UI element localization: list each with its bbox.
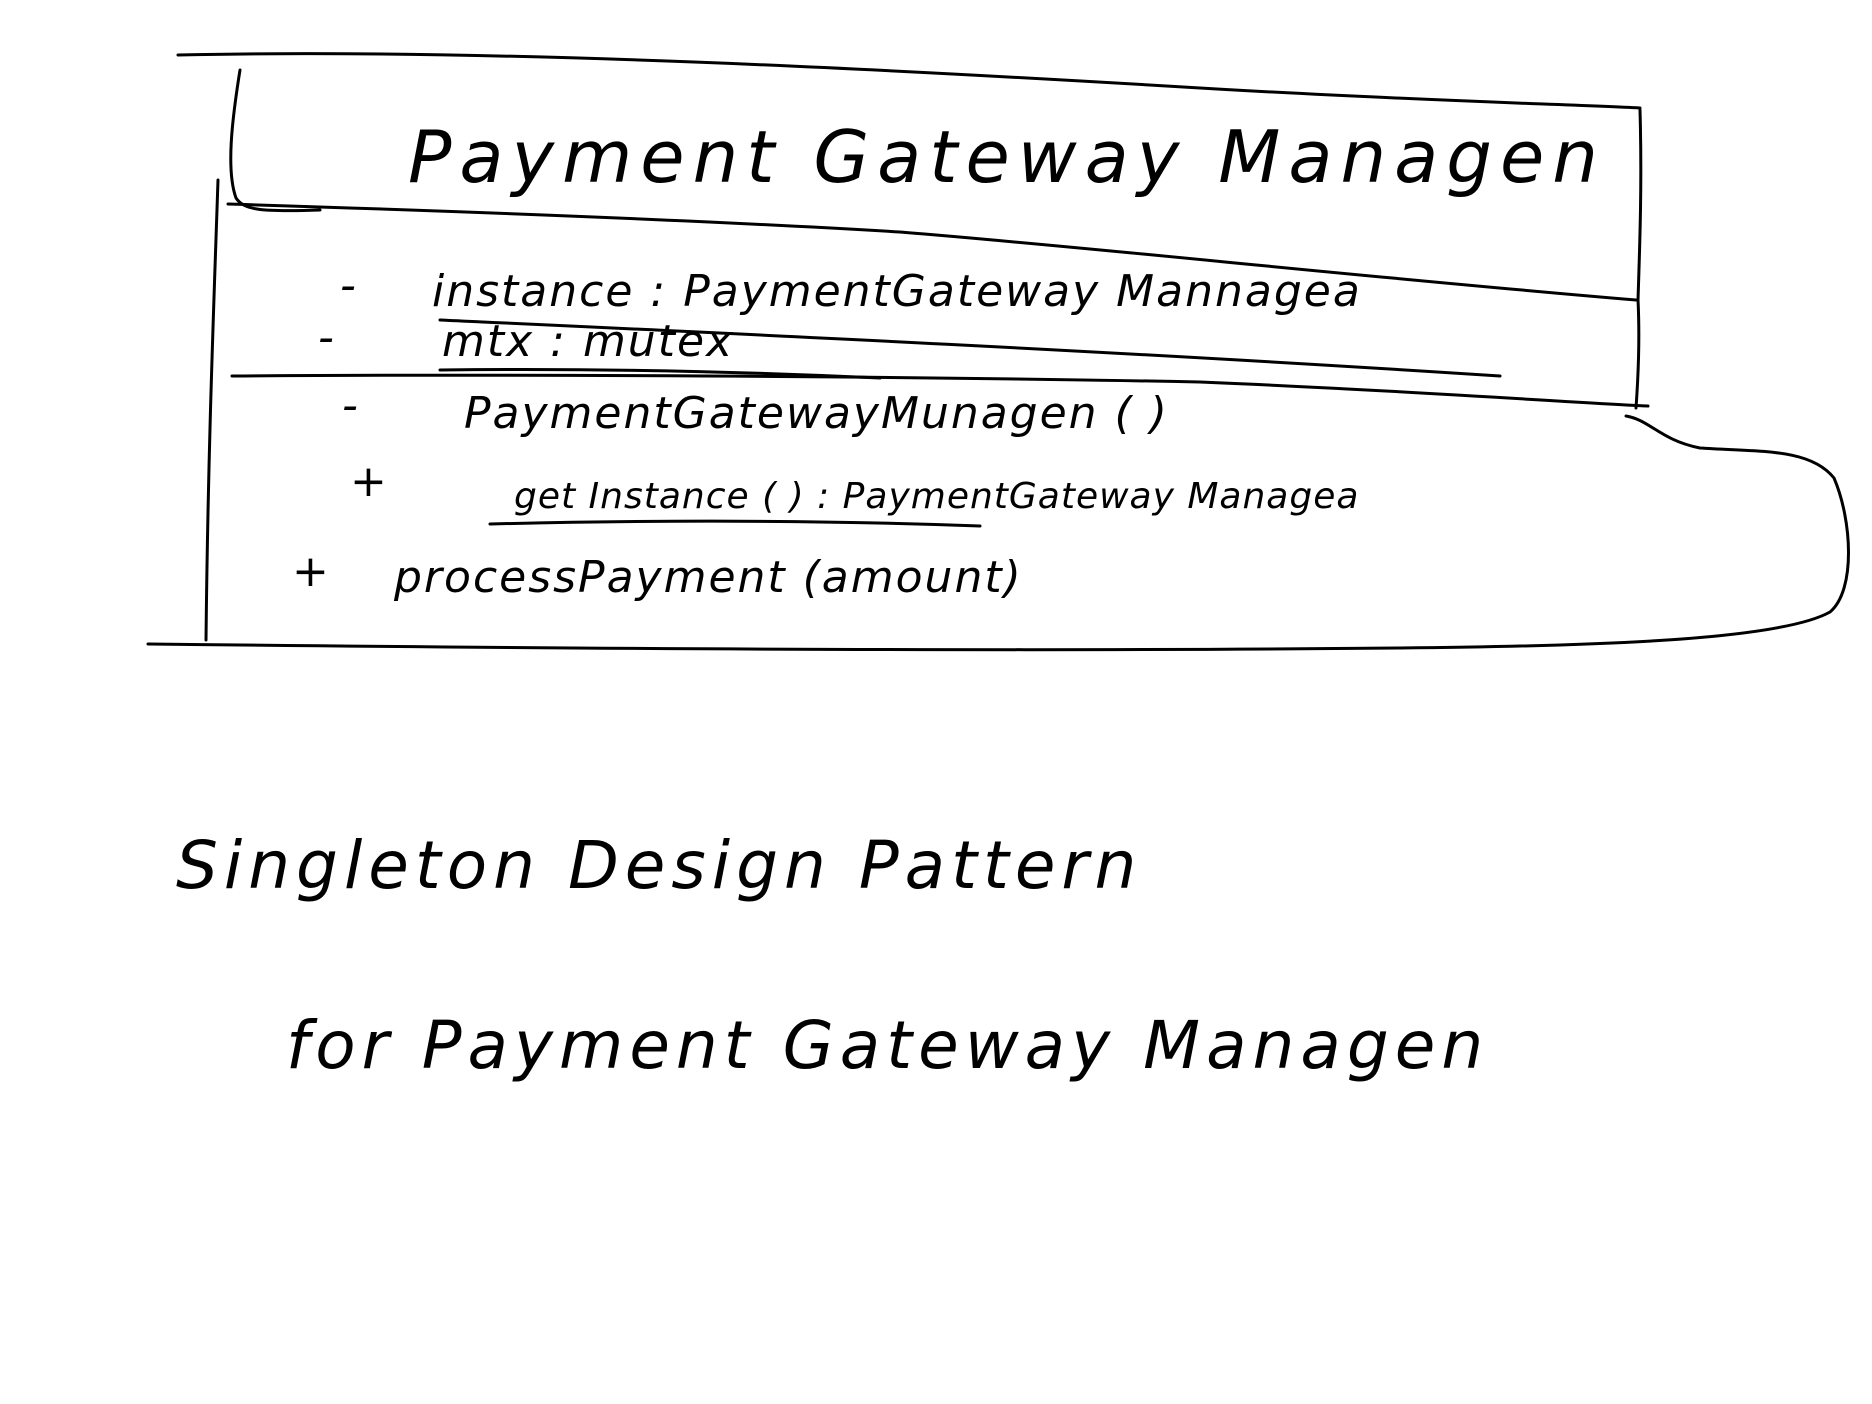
attributes-compartment — [318, 260, 1362, 367]
class-box-top-border — [178, 54, 1640, 108]
method-visibility: + — [350, 456, 387, 507]
class-box-bottom-border — [148, 416, 1849, 650]
caption-line-2: for Payment Gateway Managen — [286, 1007, 1490, 1084]
caption — [176, 827, 1489, 1084]
method-processpayment: processPayment (amount) — [394, 552, 1023, 603]
class-box-right-border — [1636, 110, 1641, 408]
method-constructor: PaymentGatewayMunagen ( ) — [464, 388, 1169, 439]
getinstance-underline — [490, 521, 980, 526]
attribute-visibility: - — [318, 312, 334, 363]
attribute-mtx: mtx : mutex — [442, 316, 735, 367]
class-box-left-border-upper — [231, 70, 320, 211]
class-name: Payment Gateway Managen — [408, 115, 1606, 199]
method-visibility: + — [292, 546, 329, 597]
method-visibility: - — [342, 380, 358, 431]
class-box-left-border — [206, 180, 218, 640]
attribute-instance: instance : PaymentGateway Mannagea — [432, 266, 1362, 317]
caption-line-1: Singleton Design Pattern — [176, 827, 1143, 904]
method-getinstance: get Instance ( ) : PaymentGateway Managea — [514, 476, 1360, 517]
methods-compartment — [292, 380, 1359, 603]
attribute-visibility: - — [340, 260, 356, 311]
